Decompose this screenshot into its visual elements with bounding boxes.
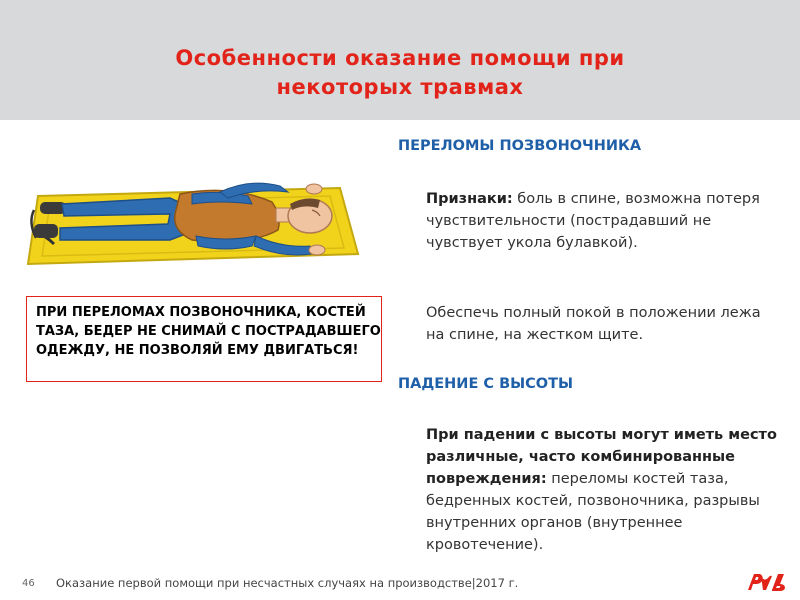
spine-action-text: Обеспечь полный покой в положении лежа на спине, на жестком щите. [426,305,761,343]
spine-signs-paragraph [426,188,776,254]
injured-person-on-board-illustration [20,170,380,280]
spine-fractures-heading: ПЕРЕЛОМЫ ПОЗВОНОЧНИКА [398,138,642,154]
fall-injuries-intro: При падении с высоты могут иметь место различные, часто комбинированные повреждения: [426,427,777,487]
slide-title-line1: Особенности оказание помощи при [175,46,625,70]
page-number: 46 [22,578,35,589]
fall-injuries-paragraph [426,424,796,556]
spine-signs-label: Признаки: [426,191,513,207]
fall-from-height-heading: ПАДЕНИЕ С ВЫСОТЫ [398,376,574,392]
footer-text: Оказание первой помощи при несчастных случаях на производстве|2017 г. [56,576,519,590]
warning-text: ПРИ ПЕРЕЛОМАХ ПОЗВОНОЧНИКА, КОСТЕЙ ТАЗА, БЕДЕР НЕ СНИМАЙ С ПОСТРАДАВШЕГО ОДЕЖДУ, НЕ ПОЗВОЛЯЙ ЕМУ ДВИГАТЬСЯ! [36,305,381,358]
slide-title [0,44,800,102]
slide-title-line2: некоторых травмах [276,75,524,99]
fall-injuries-details: переломы костей таза, бедренных костей, позвоночника, разрывы внутренних органов (внутреннее кровотечение). [426,471,760,553]
spine-signs-text: боль в спине, возможна потеря чувствительности (пострадавший не чувствует укола булавкой). [426,191,760,251]
rzd-logo [744,570,788,594]
